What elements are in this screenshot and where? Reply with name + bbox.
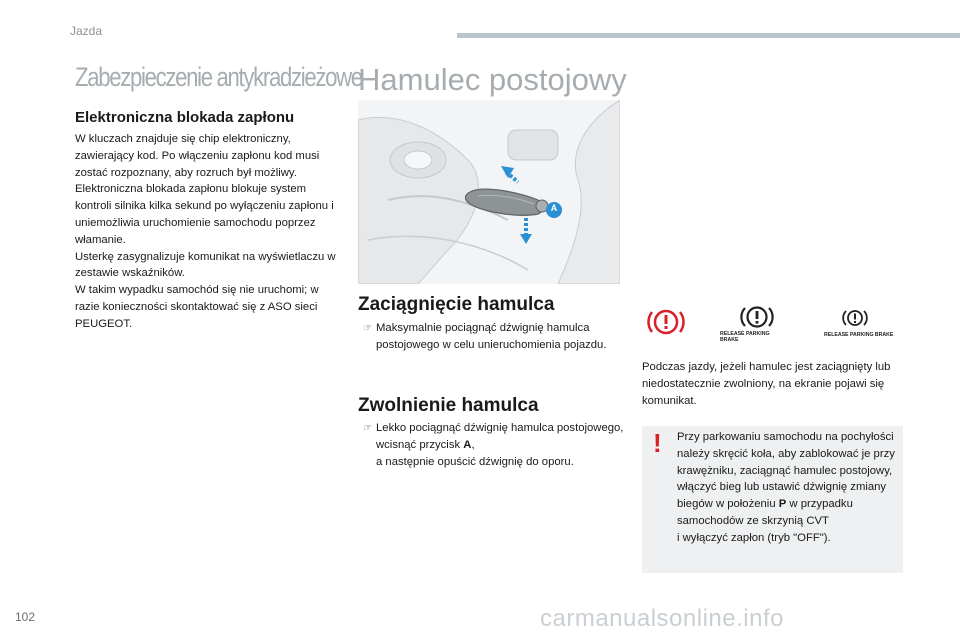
caution-text: [677, 429, 899, 547]
release-parking-brake-label-small: RELEASE PARKING BRAKE: [824, 332, 894, 338]
immobiliser-paragraph: W takim wypadku samochód się nie uruchomi; w razie konieczności skontaktować się z ASO sieci PEUGEOT.: [75, 284, 319, 330]
left-section-title: Zabezpieczenie antykradzieżowe: [75, 62, 362, 92]
section-label: Jazda: [70, 24, 103, 38]
caution-box: [642, 426, 903, 573]
release-button-ref: A: [463, 438, 472, 451]
release-instruction-text: [376, 420, 625, 470]
warning-icons-row: [642, 303, 904, 345]
release-parking-brake-label: RELEASE PARKING BRAKE: [720, 331, 770, 343]
parking-brake-illustration: [358, 100, 620, 284]
release-instruction: [363, 420, 625, 470]
caution-text-last: i wyłączyć zapłon (tryb "OFF").: [677, 531, 831, 544]
parking-brake-warning-red-icon: [646, 305, 686, 339]
release-text-line2: a następnie opuścić dźwignię do oporu.: [376, 455, 574, 468]
warning-exclamation-icon: !: [653, 428, 662, 458]
apply-instruction-text: Maksymalnie pociągnąć dźwignię hamulca postojowego w celu unieruchomienia pojazdu.: [376, 322, 607, 351]
parking-brake-photo: [358, 100, 620, 284]
driving-note: Podczas jazdy, jeżeli hamulec jest zaciągnięty lub niedostatecznie zwolniony, na ekranie pojawi się komunikat.: [642, 361, 891, 407]
apply-heading: Zaciągnięcie hamulca: [358, 294, 555, 315]
header-bar: [457, 33, 960, 38]
immobiliser-heading: Elektroniczna blokada zapłonu: [75, 109, 295, 126]
callout-a-label: A: [550, 203, 558, 213]
immobiliser-text: [75, 131, 340, 333]
immobiliser-paragraph: Elektroniczna blokada zapłonu blokuje system kontroli silnika kilka sekund po wyłączeniu zapłonu i uniemożliwia uruchomienie samochodu poprzez włamanie.: [75, 183, 334, 246]
apply-instruction: [363, 320, 625, 354]
watermark: carmanualsonline.info: [540, 605, 784, 632]
parking-brake-warning-icon: [737, 303, 777, 331]
parking-brake-warning-small-icon: [840, 307, 870, 329]
page-title: Hamulec postojowy: [358, 62, 627, 97]
caution-text-after: w przypadku samochodów ze skrzynią CVT: [677, 498, 853, 527]
release-heading: Zwolnienie hamulca: [358, 395, 539, 416]
immobiliser-paragraph: Usterkę zasygnalizuje komunikat na wyświetlaczu w zestawie wskaźników.: [75, 250, 336, 280]
immobiliser-paragraph: W kluczach znajduje się chip elektroniczny, zawierający kod. Po włączeniu zapłonu kod musi zostać rozpoznany, aby rozruch był możliwy.: [75, 133, 320, 179]
caution-gear-p: P: [778, 498, 787, 511]
bullet-icon: ☞: [363, 323, 372, 334]
caution-text-before: Przy parkowaniu samochodu na pochyłości należy skręcić koła, aby zablokować je przy krawężniku, zaciągnąć hamulec postojowy, włączyć bieg lub ustawić dźwignię zmiany biegów w położeniu: [677, 431, 895, 511]
release-text-after: ,: [471, 438, 475, 451]
bullet-icon: ☞: [363, 423, 372, 434]
page-number: 102: [15, 610, 36, 624]
release-text-before: Lekko pociągnąć dźwignię hamulca postojowego, wcisnąć przycisk: [376, 422, 624, 451]
